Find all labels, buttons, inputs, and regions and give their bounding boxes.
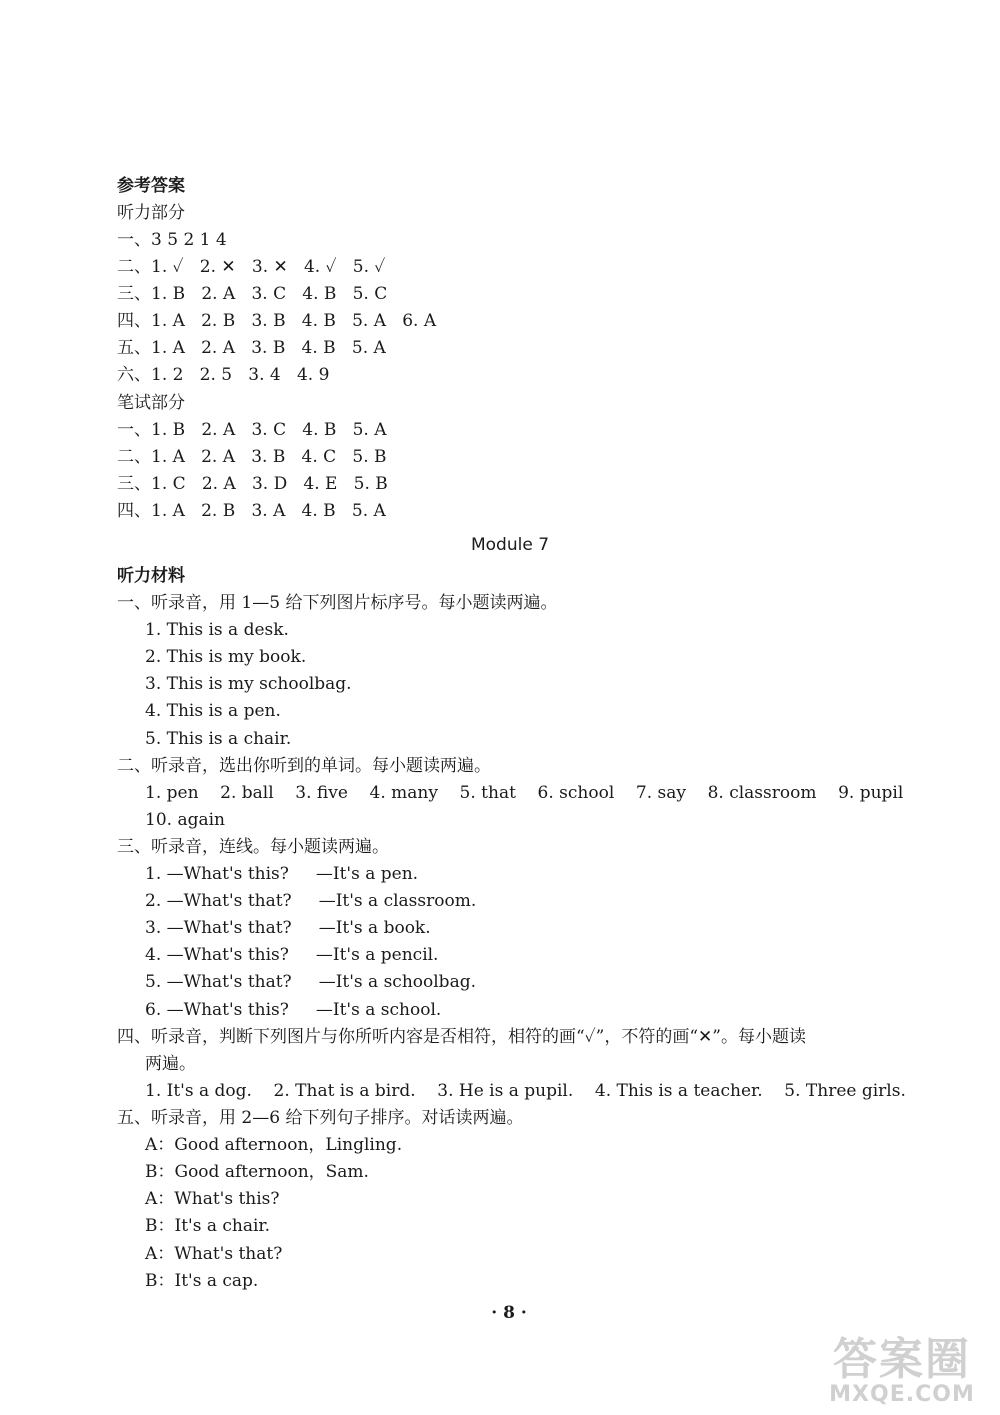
answer-line: 五、1. A 2. A 3. B 4. B 5. A: [117, 338, 386, 358]
dialogue-line: B：It's a cap.: [145, 1271, 259, 1291]
dialogue-line: A：Good afternoon，Lingling.: [145, 1135, 403, 1155]
list-item: 2. This is my book.: [145, 647, 307, 667]
section-title: 三、听录音，连线。每小题读两遍。: [117, 837, 389, 857]
list-item: 1. This is a desk.: [145, 620, 289, 640]
answers-title: 参考答案: [117, 176, 185, 196]
page-number: · 8 ·: [491, 1303, 527, 1323]
dialogue-item: 6. —What's this? —It's a school.: [145, 1000, 442, 1020]
sentence-list: 1. It's a dog. 2. That is a bird. 3. He is a pupil. 4. This is a teacher. 5. Three girls.: [145, 1081, 906, 1101]
list-item: 4. This is a pen.: [145, 701, 281, 721]
dialogue-item: 5. —What's that? —It's a schoolbag.: [145, 972, 476, 992]
dialogue-item: 3. —What's that? —It's a book.: [145, 918, 431, 938]
dialogue-line: B：Good afternoon，Sam.: [145, 1162, 369, 1182]
materials-heading: 听力材料: [117, 566, 185, 586]
dialogue-line: B：It's a chair.: [145, 1216, 271, 1236]
answer-line: 三、1. C 2. A 3. D 4. E 5. B: [117, 474, 388, 494]
section-title-cont: 两遍。: [145, 1054, 196, 1074]
listening-heading: 听力部分: [117, 203, 185, 223]
dialogue-item: 2. —What's that? —It's a classroom.: [145, 891, 477, 911]
dialogue-line: A：What's this?: [145, 1189, 280, 1209]
dialogue-line: A：What's that?: [145, 1244, 283, 1264]
answer-line: 二、1. ✓ 2. ✕ 3. ✕ 4. ✓ 5. ✓: [117, 257, 386, 277]
word-list: 10. again: [145, 810, 225, 830]
module-title: Module 7: [470, 535, 550, 555]
answer-line: 二、1. A 2. A 3. B 4. C 5. B: [117, 447, 387, 467]
answer-line: 四、1. A 2. B 3. B 4. B 5. A 6. A: [117, 311, 437, 331]
section-title: 一、听录音，用 1—5 给下列图片标序号。每小题读两遍。: [117, 593, 558, 613]
watermark-bottom: MXQE.COM: [829, 1382, 975, 1407]
answer-line: 一、3 5 2 1 4: [117, 230, 227, 250]
written-heading: 笔试部分: [117, 393, 185, 413]
watermark-logo: [822, 1334, 982, 1407]
section-title: 四、听录音，判断下列图片与你所听内容是否相符，相符的画“✓”，不符的画“✕”。每小题读: [117, 1027, 806, 1047]
answer-line: 六、1. 2 2. 5 3. 4 4. 9: [117, 365, 330, 385]
dialogue-item: 1. —What's this? —It's a pen.: [145, 864, 419, 884]
word-list: 1. pen 2. ball 3. five 4. many 5. that 6. school 7. say 8. classroom 9. pupil: [145, 783, 904, 803]
answer-line: 四、1. A 2. B 3. A 4. B 5. A: [117, 501, 386, 521]
section-title: 二、听录音，选出你听到的单词。每小题读两遍。: [117, 756, 491, 776]
answer-line: 三、1. B 2. A 3. C 4. B 5. C: [117, 284, 388, 304]
section-title: 五、听录音，用 2—6 给下列句子排序。对话读两遍。: [117, 1108, 524, 1128]
watermark-top: 答案圈: [833, 1334, 971, 1385]
list-item: 5. This is a chair.: [145, 729, 292, 749]
dialogue-item: 4. —What's this? —It's a pencil.: [145, 945, 439, 965]
list-item: 3. This is my schoolbag.: [145, 674, 352, 694]
answer-line: 一、1. B 2. A 3. C 4. B 5. A: [117, 420, 387, 440]
